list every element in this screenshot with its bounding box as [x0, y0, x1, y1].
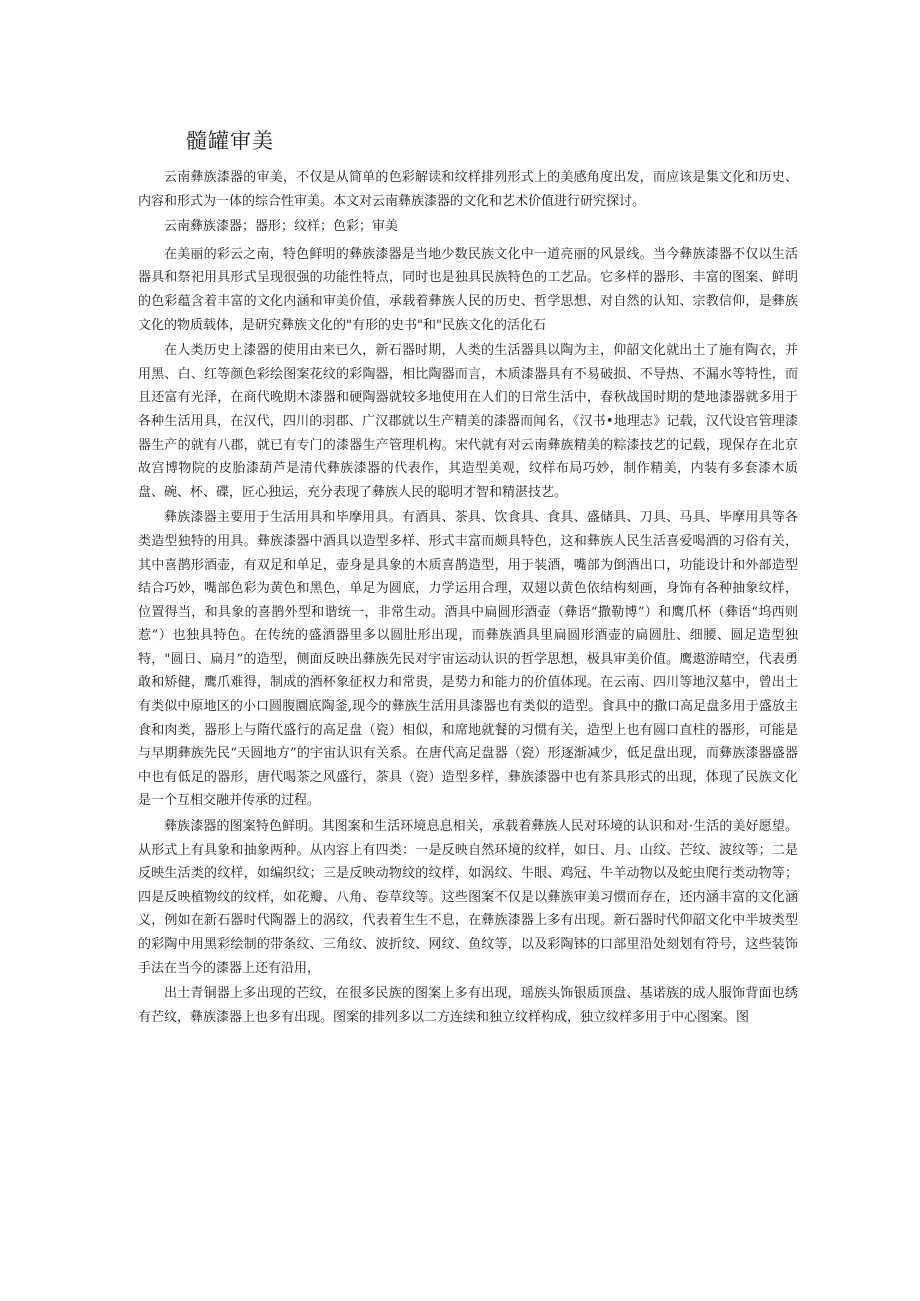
keywords-paragraph: 云南彝族漆器；器形；纹样；色彩；审美: [164, 219, 399, 235]
body-paragraph-patterns: 彝族漆器的图案特色鲜明。其图案和生活环境息息相关，承载着彝族人民对环境的认识和对·生活的美好愿望。从形式上有具象和抽象两种。从内容上有四类：一是反映自然环境的纹样，如日、月、山纹、芒纹、波纹等；二是反映生活类的纹样，如编织纹；三是反映动物纹的纹样，如涡纹、牛眼、鸡冠、牛羊动物以及蛇虫爬行类动物等；四是反映植物纹的纹样，如花瓣、八角、卷草纹等。这些图案不仅是以彝族审美习惯而存在，还内涵丰富的文化涵义，例如在新石器时代陶器上的涡纹，代表着生生不息，在彝族漆器上多有出现。新石器时代仰韶文化中半坡类型的彩陶中用黑彩绘制的带条纹、三角纹、波折纹、网纹、鱼纹等，以及彩陶钵的口部里沿处刻划有符号，这些装饰手法在当今的漆器上还有沿用，: [138, 819, 798, 976]
document-page: [138, 118, 798, 1031]
body-paragraph-bronze: 出土青铜器上多出现的芒纹，在很多民族的图案上多有出现，瑶族头饰银质顶盘、基诺族的成人服饰背面也绣有芒纹，彝族漆器上也多有出现。图案的排列多以二方连续和独立纹样构成，独立纹样多用于中心图案。图: [138, 986, 798, 1025]
abstract-paragraph: 云南彝族漆器的审美，不仅是从简单的色彩解读和纹样排列形式上的美感角度出发，而应该是集文化和历史、内容和形式为一体的综合性审美。本文对云南彝族漆器的文化和艺术价值进行研究探讨。: [138, 170, 798, 209]
body-paragraph-history: 在人类历史上漆器的使用由来已久，新石器时期，人类的生活器具以陶为主，仰韶文化就出土了施有陶衣，并用黑、白、红等颜色彩绘图案花纹的彩陶器，相比陶器而言，木质漆器具有不易破损、不导热、不漏水等特性，而且还富有光泽，在商代晚期木漆器和硬陶器就较多地使用在人们的日常生活中，春秋战国时期的楚地漆器就多用于各种生活用具，在汉代，四川的羽郡、广汉郡就以生产精美的漆器而闻名，《汉书•地理志》记载，汉代设官管理漆器生产的就有八郡，就已有专门的漆器生产管理机构。宋代就有对云南彝族精美的粽漆技艺的记载，现保存在北京故宫博物院的皮胎漆葫芦是清代彝族漆器的代表作，其造型美观，纹样布局巧妙，制作精美，内装有多套漆木质盘、碗、杯、碟，匠心独运，充分表现了彝族人民的聪明才智和精湛技艺。: [138, 343, 798, 500]
body-paragraph-intro: 在美丽的彩云之南，特色鲜明的彝族漆器是当地少数民族文化中一道亮丽的风景线。当今彝族漆器不仅以生活器具和祭祀用具形式呈现很强的功能性特点，同时也是独具民族特色的工艺品。它多样的器形、丰富的图案、鲜明的色彩蕴含着丰富的文化内涵和审美价值，承载着彝族人民的历史、哲学思想、对自然的认知、宗教信仰，是彝族文化的物质载体，是研究彝族文化的"有形的史书"和"民族文化的活化石: [138, 246, 798, 333]
document-title: 髓罐审美: [186, 129, 274, 153]
body-paragraph-forms: 彝族漆器主要用于生活用具和毕摩用具。有酒具、茶具、饮食具、食具、盛储具、刀具、马具、毕摩用具等各类造型独特的用具。彝族漆器中酒具以造型多样、形式丰富而颇具特色，这和彝族人民生活喜爱喝酒的习俗有关，其中喜鹊形酒壶，有双足和单足，壶身是具象的木质喜鹊造型，用于装酒，嘴部为倒酒出口，功能设计和外部造型结合巧妙，嘴部色彩为黄色和黑色，单足为圆底，力学运用合理，双翅以黄色依结构刻画，身饰有各种抽象纹样，位置得当，和具象的喜鹊外型和谐统一，非常生动。酒具中扁圆形酒壶（彝语“撒勒博”）和鹰爪杯（彝语“坞西则惹”）也独具特色。在传统的盛酒器里多以圆肚形出现，而彝族酒具里扁圆形酒壶的扁圆肚、细腰、圆足造型独特，"圆日、扁月”的造型，侧面反映出彝族先民对宇宙运动认识的哲学思想，极具审美价值。鹰遨游晴空，代表勇敢和矫健，鹰爪难得，制成的酒杯象征权力和常贵，是势力和能力的价值体现。在云南、四川等地汉墓中，曾出土有类似中原地区的小口圆腹圜底陶釜,现今的彝族生活用具漆器也有类似的造型。食具中的撒口高足盘多用于盛放主食和肉类，器形上与隋代盛行的高足盘（瓷）相似，和席地就餐的习惯有关，造型上也有圆口直柱的器形，可能是与早期彝族先民“天圆地方”的宇宙认识有关系。在唐代高足盘器（瓷）形逐渐减少，低足盘出现，而彝族漆器盛器中也有低足的器形，唐代喝茶之风盛行，茶具（瓷）造型多样，彝族漆器中也有茶具形式的出现，体现了民族文化是一个互相交融并传承的过程。: [138, 510, 798, 809]
